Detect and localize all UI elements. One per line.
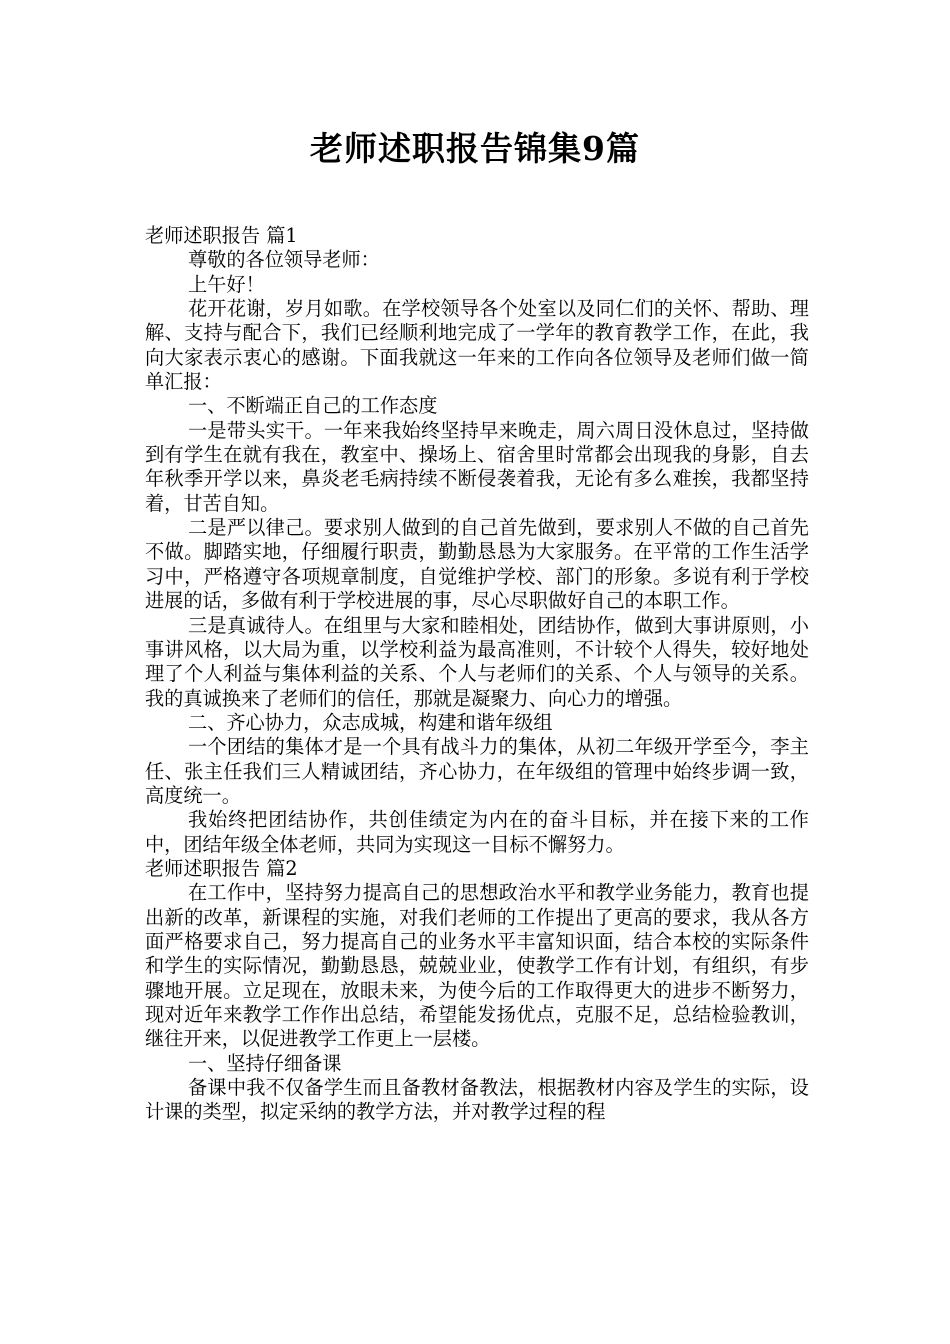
section-heading: 老师述职报告 篇1 [145,224,298,247]
paragraph: 三是真诚待人。在组里与大家和睦相处，团结协作，做到大事讲原则，小事讲风格，以大局为重，以学校利益为最高准则，不计较个人得失，较好地处理了个人利益与集体利益的关系、个人与老师们的关系、个人与领导的关系。我的真诚换来了老师们的信任，那就是凝聚力、向心力的增强。 [145,613,809,710]
paragraph: 一、坚持仔细备课 [188,1051,342,1075]
section-heading: 老师述职报告 篇2 [145,856,298,880]
document-title: 老师述职报告锦集9篇 [310,129,640,168]
paragraph: 上午好！ [188,272,265,296]
paragraph: 花开花谢，岁月如歌。在学校领导各个处室以及同仁们的关怀、帮助、理解、支持与配合下，我们已经顺利地完成了一学年的教育教学工作，在此，我向大家表示衷心的感谢。下面我就这一年来的工作向各位领导及老师们做一简单汇报： [145,297,809,394]
paragraph: 尊敬的各位领导老师： [188,248,380,272]
paragraph: 一个团结的集体才是一个具有战斗力的集体，从初二年级开学至今，李主任、张主任我们三人精诚团结，齐心协力，在年级组的管理中始终步调一致，高度统一。 [145,735,809,807]
paragraph: 在工作中，坚持努力提高自己的思想政治水平和教学业务能力，教育也提出新的改革，新课程的实施，对我们老师的工作提出了更高的要求，我从各方面严格要求自己，努力提高自己的业务水平丰富知识面，结合本校的实际条件和学生的实际情况，勤勤恳恳，兢兢业业，使教学工作有计划，有组织，有步骤地开展。立足现在，放眼未来，为使今后的工作取得更大的进步不断努力，现对近年来教学工作作出总结，希望能发扬优点，克服不足，总结检验教训，继往开来，以促进教学工作更上一层楼。 [145,881,809,1051]
paragraph: 一、不断端正自己的工作态度 [188,394,438,418]
document-body [145,224,809,1125]
paragraph: 一是带头实干。一年来我始终坚持早来晚走，周六周日没休息过，坚持做到有学生在就有我在，教室中、操场上、宿舍里时常都会出现我的身影，自去年秋季开学以来，鼻炎老毛病持续不断侵袭着我，无论有多么难挨，我都坚持着，甘苦自知。 [145,418,809,515]
paragraph: 二是严以律己。要求别人做到的自己首先做到，要求别人不做的自己首先不做。脚踏实地，仔细履行职责，勤勤恳恳为大家服务。在平常的工作生活学习中，严格遵守各项规章制度，自觉维护学校、部门的形象。多说有利于学校进展的话，多做有利于学校进展的事，尽心尽职做好自己的本职工作。 [145,516,809,613]
paragraph: 备课中我不仅备学生而且备教材备教法，根据教材内容及学生的实际，设计课的类型，拟定采纳的教学方法，并对教学过程的程 [145,1076,809,1124]
paragraph: 二、齐心协力，众志成城，构建和谐年级组 [188,710,553,734]
paragraph: 我始终把团结协作，共创佳绩定为内在的奋斗目标，并在接下来的工作中，团结年级全体老师，共同为实现这一目标不懈努力。 [145,808,809,856]
